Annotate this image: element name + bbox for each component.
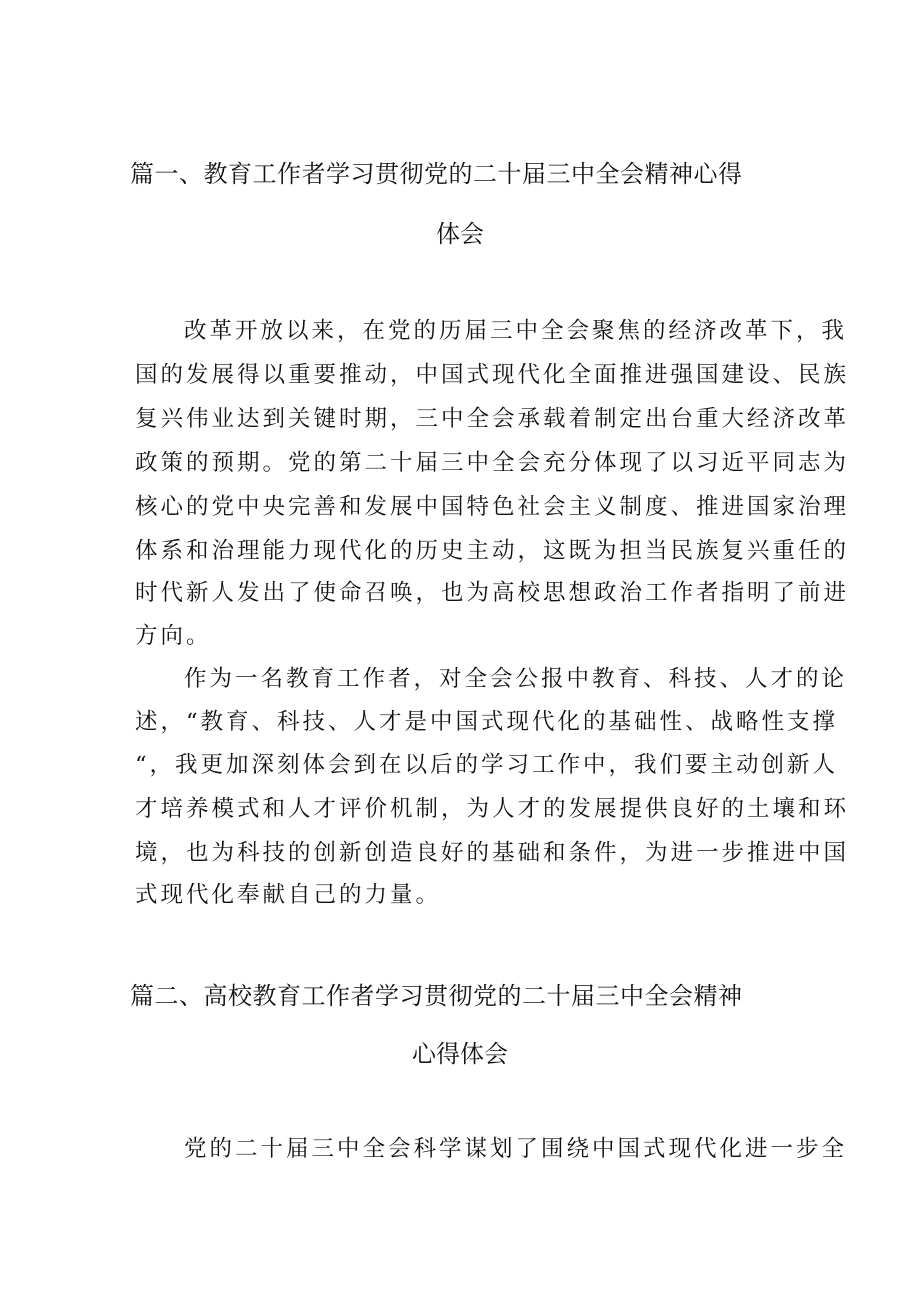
section1-p1-line5: 核心的党中央完善和发展中国特色社会主义制度、推进国家治理 (135, 494, 850, 520)
section2-title-line1: 篇二、高校教育工作者学习贯彻党的二十届三中全会精神 (130, 982, 743, 1010)
section1-p1-line7: 时代新人发出了使命召唤，也为高校思想政治工作者指明了前进 (135, 580, 850, 606)
section1-p1-line3: 复兴伟业达到关键时期，三中全会承载着制定出台重大经济改革 (135, 406, 850, 432)
section1-p2-line4: 才培养模式和人才评价机制，为人才的发展提供良好的土壤和环 (135, 796, 850, 822)
section1-p2-line2: 述，“教育、科技、人才是中国式现代化的基础性、战略性支撑 (135, 709, 839, 735)
section1-title-line2: 体会 (436, 220, 484, 248)
section1-p1-line8: 方向。 (135, 623, 212, 649)
section1-p2-line6: 式现代化奉献自己的力量。 (135, 882, 442, 908)
section1-title-line1: 篇一、教育工作者学习贯彻党的二十届三中全会精神心得 (130, 160, 743, 188)
section1-p2-line3: “，我更加深刻体会到在以后的学习工作中，我们要主动创新人 (135, 752, 839, 778)
section2-title-line2: 心得体会 (412, 1040, 508, 1068)
section1-p1-line1: 改革开放以来，在党的历届三中全会聚焦的经济改革下，我 (184, 318, 848, 344)
section1-p1-line4: 政策的预期。党的第二十届三中全会充分体现了以习近平同志为 (135, 450, 850, 476)
section1-p2-line5: 境，也为科技的创新创造良好的基础和条件，为进一步推进中国 (135, 840, 850, 866)
section1-p1-line2: 国的发展得以重要推动，中国式现代化全面推进强国建设、民族 (135, 362, 850, 388)
section1-p2-line1: 作为一名教育工作者，对全会公报中教育、科技、人才的论 (184, 666, 848, 692)
section2-p1-line1: 党的二十届三中全会科学谋划了围绕中国式现代化进一步全 (184, 1136, 848, 1162)
section1-p1-line6: 体系和治理能力现代化的历史主动，这既为担当民族复兴重任的 (135, 538, 850, 564)
